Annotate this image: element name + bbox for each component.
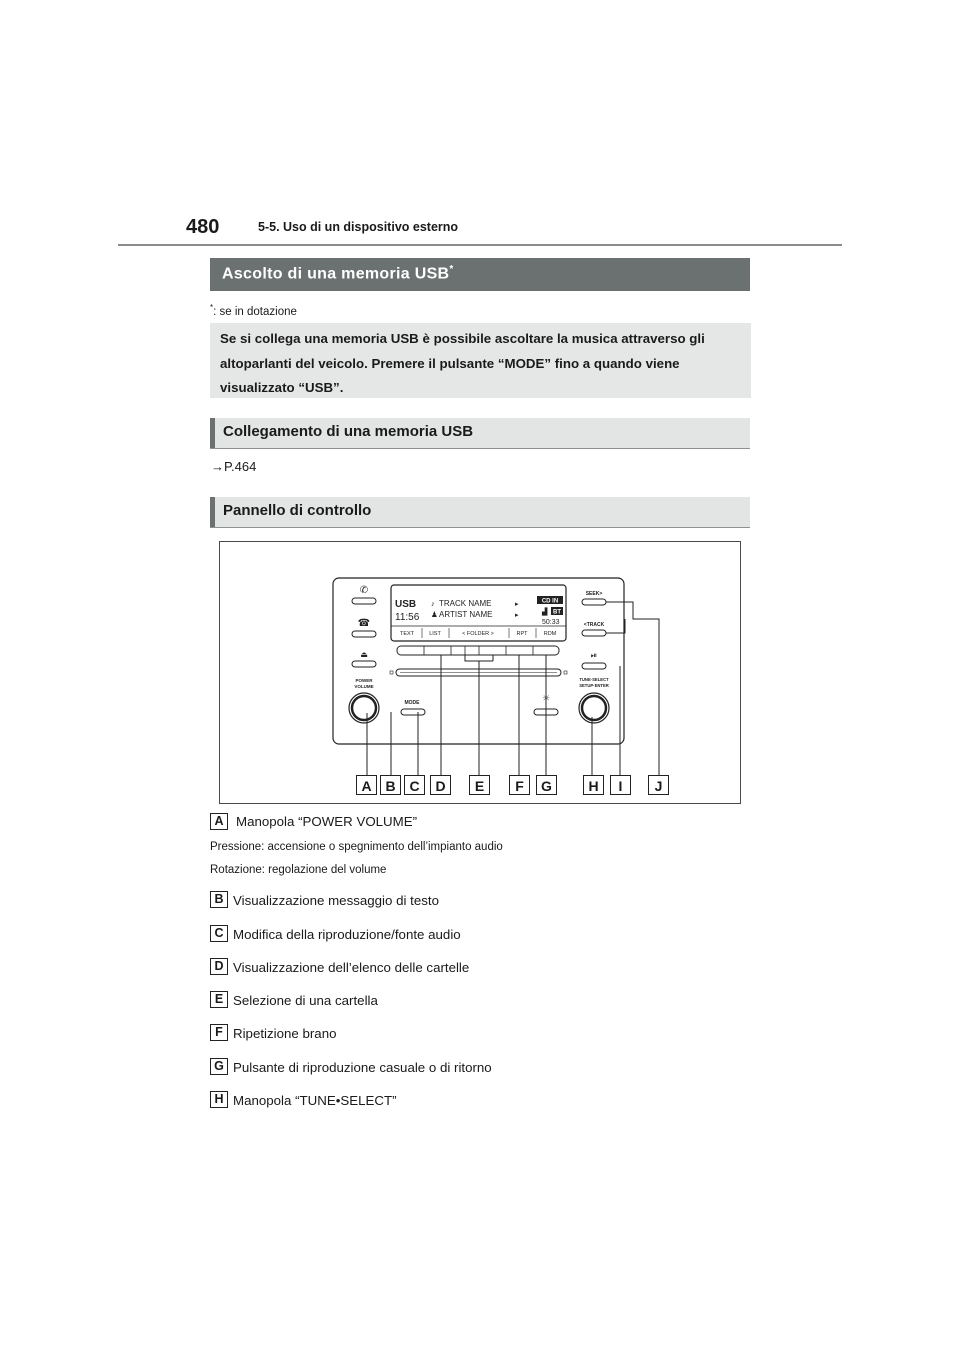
item-a-note-rotate: Rotazione: regolazione del volume bbox=[210, 864, 387, 876]
display-track-icon: ♪ bbox=[431, 599, 435, 608]
section-panel-title: Pannello di controllo bbox=[223, 502, 372, 519]
phone-pickup-icon: ✆ bbox=[359, 585, 369, 596]
setup-enter-label: SETUP·ENTER bbox=[579, 683, 609, 688]
item-h-text: Manopola “TUNE•SELECT” bbox=[233, 1093, 397, 1108]
page-reference bbox=[211, 459, 256, 474]
header-rule bbox=[118, 244, 842, 246]
ref-arrow: → bbox=[211, 459, 224, 474]
play-pause-icon: ⏯ bbox=[590, 651, 598, 660]
item-c-letter: C bbox=[210, 925, 228, 942]
main-title-bar bbox=[210, 258, 750, 291]
display-artist-icon: ♟ bbox=[431, 610, 438, 619]
track-label: <TRACK bbox=[583, 622, 605, 628]
callout-a: A bbox=[356, 775, 377, 795]
item-a-letter: A bbox=[210, 813, 228, 830]
callout-h: H bbox=[583, 775, 604, 795]
display-elapsed: 50:33 bbox=[542, 619, 560, 626]
phone-hangup-icon: ☎ bbox=[357, 618, 371, 629]
mode-button bbox=[401, 709, 425, 715]
item-b-letter: B bbox=[210, 891, 228, 908]
section-connect-title: Collegamento di una memoria USB bbox=[223, 423, 474, 440]
main-title-text: Ascolto di una memoria USB bbox=[222, 265, 450, 283]
display-artist: ARTIST NAME bbox=[439, 610, 493, 619]
volume-label: VOLUME bbox=[354, 684, 374, 689]
mode-label: MODE bbox=[404, 700, 420, 706]
item-d-text: Visualizzazione dell’elenco delle cartelle bbox=[233, 960, 470, 975]
item-d-letter: D bbox=[210, 958, 228, 975]
display-track: TRACK NAME bbox=[439, 599, 492, 608]
footnote bbox=[210, 303, 297, 318]
softkey-rdm-label: RDM bbox=[543, 631, 557, 637]
ref-page: P.464 bbox=[224, 459, 257, 474]
callout-j: J bbox=[648, 775, 669, 795]
item-e-text: Selezione di una cartella bbox=[233, 993, 378, 1008]
intro-box bbox=[210, 323, 751, 398]
callout-i: I bbox=[610, 775, 631, 795]
signal-icon: ▟ bbox=[542, 608, 548, 616]
item-g-text: Pulsante di riproduzione casuale o di ritorno bbox=[233, 1060, 492, 1075]
intro-text: Se si collega una memoria USB è possibile ascoltare la musica attraverso gli altoparlanti del veicolo. Premere il pulsante “MODE” fino a quando viene visualizzato “USB”. bbox=[220, 331, 705, 395]
section-connect-heading bbox=[210, 418, 750, 449]
item-f-text: Ripetizione brano bbox=[233, 1026, 337, 1041]
softkey-rpt-label: RPT bbox=[516, 631, 528, 637]
display-time: 11:56 bbox=[395, 612, 420, 623]
callout-c: C bbox=[404, 775, 425, 795]
brightness-icon: ☼ bbox=[541, 694, 551, 704]
item-f-letter: F bbox=[210, 1024, 228, 1041]
section-panel-heading bbox=[210, 497, 750, 528]
display-source: USB bbox=[395, 599, 417, 610]
item-h-letter: H bbox=[210, 1091, 228, 1108]
callout-e: E bbox=[469, 775, 490, 795]
main-title-asterisk: * bbox=[449, 264, 454, 275]
softkey-text-label: TEXT bbox=[399, 631, 415, 637]
footnote-marker: * bbox=[210, 303, 214, 312]
softkey-folder-label: < FOLDER > bbox=[462, 631, 494, 637]
item-a-text: Manopola “POWER VOLUME” bbox=[236, 814, 418, 829]
section-title: 5-5. Uso di un dispositivo esterno bbox=[258, 220, 459, 234]
item-a-note-press: Pressione: accensione o spegnimento dell’impianto audio bbox=[210, 841, 503, 853]
control-panel-illustration bbox=[219, 541, 741, 804]
item-e-letter: E bbox=[210, 991, 228, 1008]
softkey-list-label: LIST bbox=[429, 631, 441, 637]
page-number: 480 bbox=[186, 216, 220, 238]
artist-arrow-icon: ▸ bbox=[515, 611, 519, 619]
display-bt: BT bbox=[553, 609, 561, 616]
callout-g: G bbox=[536, 775, 557, 795]
tune-select-label: TUNE·SELECT bbox=[579, 677, 609, 682]
eject-icon: ⏏ bbox=[360, 650, 368, 659]
callout-f: F bbox=[509, 775, 530, 795]
footnote-text: : se in dotazione bbox=[213, 305, 297, 318]
item-g-letter: G bbox=[210, 1058, 228, 1075]
seek-label: SEEK> bbox=[585, 591, 603, 597]
callout-d: D bbox=[430, 775, 451, 795]
callout-b: B bbox=[380, 775, 401, 795]
display-cd-in: CD IN bbox=[541, 598, 559, 605]
track-arrow-icon: ▸ bbox=[515, 600, 519, 608]
main-title bbox=[222, 264, 454, 283]
item-b-text: Visualizzazione messaggio di testo bbox=[233, 893, 439, 908]
item-c-text: Modifica della riproduzione/fonte audio bbox=[233, 927, 461, 942]
power-label: POWER bbox=[355, 678, 373, 683]
